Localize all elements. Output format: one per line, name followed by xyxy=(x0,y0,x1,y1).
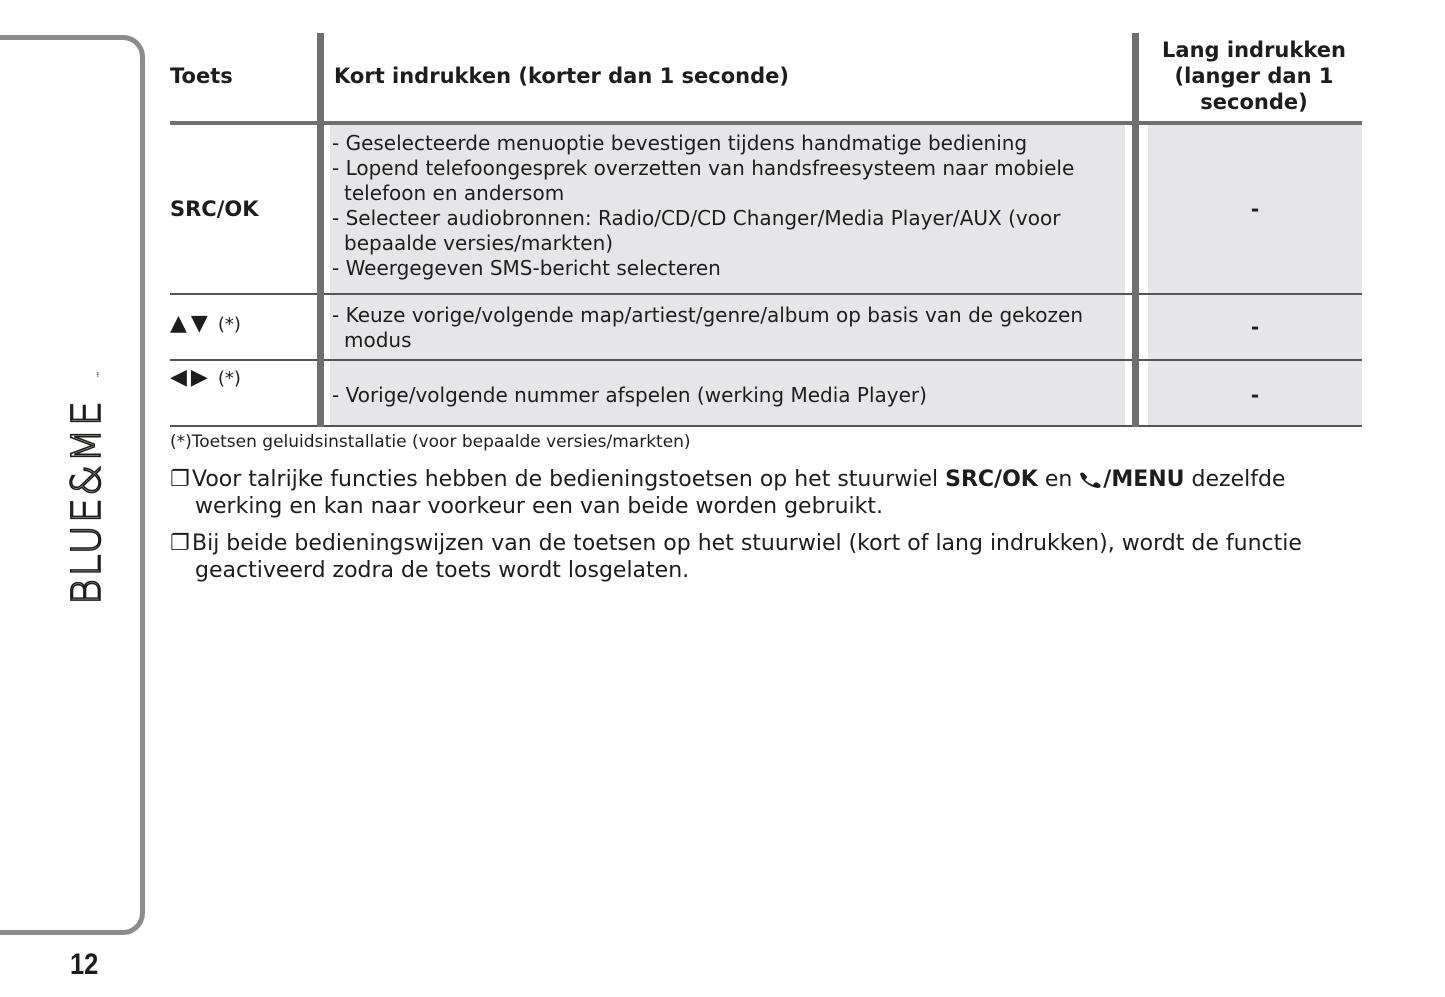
header-long-line3: seconde) xyxy=(1200,90,1308,114)
long-press-value: - xyxy=(1250,383,1260,407)
list-item: - Vorige/volgende nummer afspelen (werking Media Player) xyxy=(332,383,927,407)
header-key: Toets xyxy=(170,64,233,88)
brand-logo xyxy=(58,360,118,620)
header-short-press: Kort indrukken (korter dan 1 seconde) xyxy=(334,64,789,88)
trademark-mark: ™ xyxy=(96,371,104,378)
short-press-list xyxy=(332,131,1112,281)
bold-menu: /MENU xyxy=(1103,467,1185,492)
header-long-press xyxy=(1146,37,1362,115)
list-item: - Lopend telefoongesprek overzetten van handsfreesysteem naar mobiele telefoon en andersom xyxy=(332,156,1075,205)
paragraph-text: Bij beide bedieningswijzen van de toetsen op het stuurwiel (kort of lang indrukken), wordt de functie xyxy=(192,531,1302,556)
down-triangle-icon: ▼ xyxy=(190,311,208,336)
key-src-ok: SRC/OK xyxy=(170,197,259,221)
table-row xyxy=(170,295,1362,361)
column-divider xyxy=(317,33,324,427)
up-triangle-icon: ▲ xyxy=(170,311,187,336)
table-row xyxy=(170,125,1362,295)
checkbox-bullet-icon: ❐ xyxy=(170,531,190,556)
long-press-value: - xyxy=(1250,315,1260,339)
short-press-list xyxy=(332,383,1112,408)
list-item: - Weergegeven SMS-bericht selecteren xyxy=(332,256,721,280)
asterisk-note: (*) xyxy=(217,368,241,389)
left-triangle-icon: ◀ xyxy=(170,365,187,390)
key-left-right xyxy=(170,367,241,389)
right-triangle-icon: ▶ xyxy=(190,365,208,390)
brand-text: BLUE&ME xyxy=(64,398,110,605)
short-press-list xyxy=(332,303,1112,353)
phone-icon xyxy=(1079,469,1103,489)
page-number: 12 xyxy=(70,948,99,981)
list-item: - Selecteer audiobronnen: Radio/CD/CD Changer/Media Player/AUX (voor bepaalde versies/markten) xyxy=(332,206,1061,255)
footnote: (*)Toetsen geluidsinstallatie (voor bepaalde versies/markten) xyxy=(170,432,691,452)
bold-src-ok: SRC/OK xyxy=(945,467,1038,492)
checkbox-bullet-icon: ❐ xyxy=(170,467,190,492)
list-item: - Geselecteerde menuoptie bevestigen tijdens handmatige bediening xyxy=(332,131,1028,155)
paragraph-text: werking en kan naar voorkeur een van beide worden gebruikt. xyxy=(195,494,883,519)
key-up-down xyxy=(170,313,241,335)
column-divider xyxy=(1132,33,1139,427)
asterisk-note: (*) xyxy=(217,314,241,335)
paragraph xyxy=(170,530,1350,584)
paragraph-text: dezelfde xyxy=(1184,467,1286,492)
table-row xyxy=(170,361,1362,427)
row-divider xyxy=(170,425,1362,427)
long-press-value: - xyxy=(1250,197,1260,221)
header-long-line2: (langer dan 1 xyxy=(1174,64,1334,88)
table-header xyxy=(170,33,1362,123)
paragraph xyxy=(170,466,1350,520)
blue-and-me-logo-icon xyxy=(58,360,118,620)
header-long-line1: Lang indrukken xyxy=(1162,38,1346,62)
paragraph-text: en xyxy=(1037,467,1080,492)
paragraph-text: geactiveerd zodra de toets wordt losgelaten. xyxy=(195,558,690,583)
list-item: - Keuze vorige/volgende map/artiest/genre/album op basis van de gekozen modus xyxy=(332,303,1084,352)
paragraph-text: Voor talrijke functies hebben de bedieningstoetsen op het stuurwiel xyxy=(192,467,946,492)
